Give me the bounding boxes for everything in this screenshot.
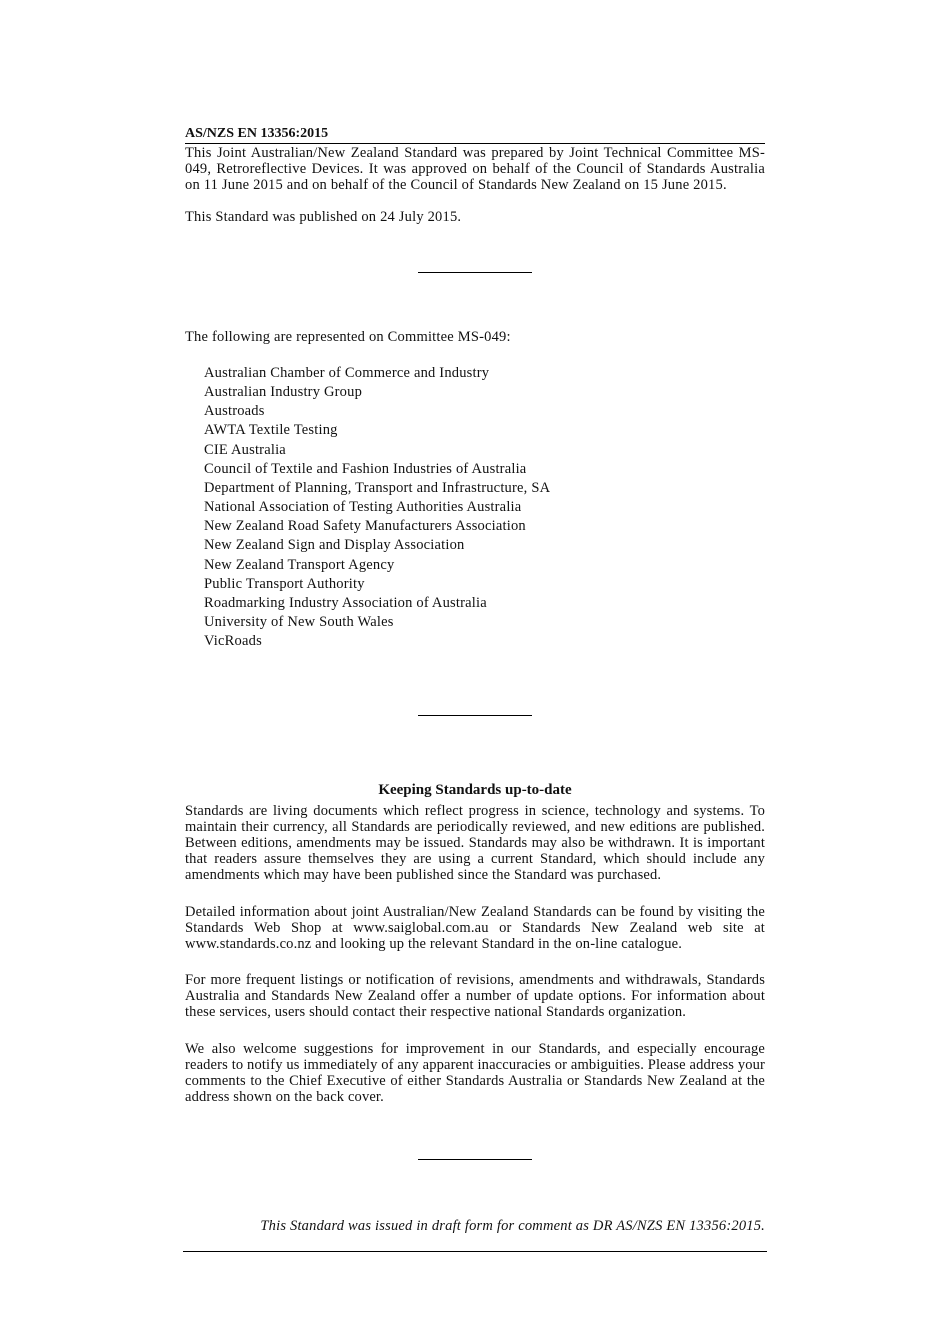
committee-member: Australian Chamber of Commerce and Industry bbox=[204, 365, 490, 381]
keeping-standards-heading: Keeping Standards up-to-date bbox=[378, 782, 572, 798]
committee-member: Roadmarking Industry Association of Australia bbox=[204, 594, 487, 611]
committee-member: National Association of Testing Authorities Australia bbox=[204, 499, 522, 516]
document-page bbox=[185, 0, 765, 1344]
publication-date-statement: This Standard was published on 24 July 2015. bbox=[185, 209, 462, 225]
committee-member: Australian Industry Group bbox=[204, 384, 363, 401]
section-divider bbox=[418, 1159, 532, 1160]
committee-intro: The following are represented on Committee MS-049: bbox=[185, 329, 511, 345]
committee-member: AWTA Textile Testing bbox=[204, 422, 338, 439]
committee-member: New Zealand Road Safety Manufacturers Association bbox=[204, 518, 526, 535]
committee-member: New Zealand Transport Agency bbox=[204, 556, 395, 573]
body-paragraph: Detailed information about joint Australian/New Zealand Standards can be found by visiting the Standards Web Shop at www.saiglobal.com.au or Standards New Zealand web site at www.standards.co.nz and looking up the relevant Standard in the on-line catalogue. bbox=[185, 904, 765, 952]
committee-member: Public Transport Authority bbox=[204, 575, 365, 592]
body-paragraph: We also welcome suggestions for improvement in our Standards, and especially encourage readers to notify us immediately of any apparent inaccuracies or ambiguities. Please address your comments to the Chief Executive of either Standards Australia or Standards New Zealand at the address shown on the back cover. bbox=[185, 1041, 765, 1105]
section-divider bbox=[418, 272, 532, 273]
committee-member: Austroads bbox=[204, 403, 265, 420]
draft-note: This Standard was issued in draft form for comment as DR AS/NZS EN 13356:2015. bbox=[260, 1218, 765, 1234]
body-paragraph: Standards are living documents which reflect progress in science, technology and systems. To maintain their currency, all Standards are periodically reviewed, and new editions are published. Between editions, amendments may be issued. Standards may also be withdrawn. It is important that readers assure themselves they are using a current Standard, which should include any amendments which may have been published since the Standard was purchased. bbox=[185, 803, 765, 883]
committee-member: Council of Textile and Fashion Industries of Australia bbox=[204, 460, 527, 477]
committee-member: Department of Planning, Transport and Infrastructure, SA bbox=[204, 479, 551, 496]
committee-member: VicRoads bbox=[204, 633, 262, 650]
section-divider bbox=[418, 715, 532, 716]
standard-title: AS/NZS EN 13356:2015 bbox=[185, 126, 765, 144]
committee-member: CIE Australia bbox=[204, 441, 286, 458]
committee-member: University of New South Wales bbox=[204, 614, 394, 631]
body-paragraph: For more frequent listings or notification of revisions, amendments and withdrawals, Standards Australia and Standards New Zealand offer a number of update options. For information about these services, users should contact their respective national Standards organization. bbox=[185, 972, 765, 1020]
footer-rule bbox=[183, 1251, 767, 1252]
committee-member-list bbox=[204, 364, 550, 651]
preparation-statement: This Joint Australian/New Zealand Standard was prepared by Joint Technical Committee MS-049, Retroreflective Devices. It was approved on behalf of the Council of Standards Australia on 11 June 2015 and on behalf of the Council of Standards New Zealand on 15 June 2015. bbox=[185, 145, 765, 193]
committee-member: New Zealand Sign and Display Association bbox=[204, 537, 465, 554]
